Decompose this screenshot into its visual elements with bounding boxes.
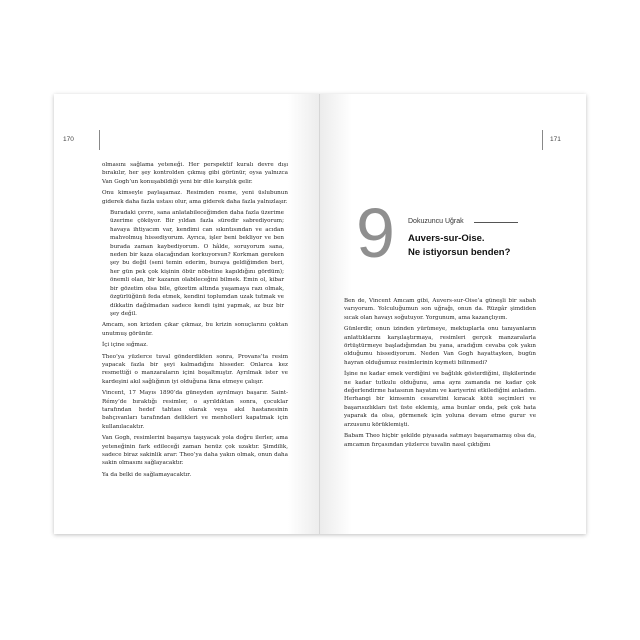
block-quote: Buradaki çevre, sana anlatabileceğimden daha fazla üzerime üzerime çöküyor. Bir yıldan fazla süredir sabrediyorum; havaya ihtiyacım var, kendimi can sıkıntısından ve acıdan mahvolmuş hissediyorum. Ayrıca, işler beni bekliyor ve ben burada zaman kaybediyorum. O hâlde, soruyorum sana, neden bir kaza olacağından korkuyorsun? Korkman gereken şey bu değil (seni temin ederim, buraya geldiğimden beri, her gün pek çok kişinin öbür nöbetine kapıldığını gördüm); önemli olan, bir kazanın olabileceğini bilmek. Emin ol, kibar bir gözetim olsa bile, gözetim altında yaşamaya razı olmak, özgürlüğünü feda etmek, kendini toplumdan uzak tutmak ve dikkatin dağılmadan sadece kendi işini yapmak, az buz bir şey değil. <box>110 210 284 317</box>
paragraph: Babam Theo hiçbir şekilde piyasada satmayı başaramamış olsa da, amcamın fırçasından yüzlerce tuvalin nasıl çıktığını <box>344 433 536 448</box>
chapter-heading <box>356 194 556 276</box>
chapter-title-line: Auvers-sur-Oise. <box>408 233 485 244</box>
page-number-right: 171 <box>550 136 561 143</box>
page-number-left: 170 <box>63 136 74 143</box>
paragraph: olmasını sağlama yeteneği. Her perspektif kuralı devre dışı bırakılır, her şey kontrolden çıkmış gibi görünür, oysa yalnızca Van Gogh’un konuşabildiği yeni bir dile karşılık gelir. <box>102 162 288 185</box>
page-number-rule <box>99 130 100 150</box>
chapter-title <box>408 232 558 260</box>
chapter-title-line: Ne istiyorsun benden? <box>408 247 511 258</box>
left-page <box>54 94 320 534</box>
paragraph: Ben de, Vincent Amcam gibi, Auvers-sur-Oise’a güneşli bir sabah varıyorum. Yolculuğumun son uğrağı, onun da. Rüzgâr şimdiden sıcak olan havayı soğutuyor. Yorgunum, ama kazançlıyım. <box>344 298 536 321</box>
left-page-body <box>102 161 288 482</box>
right-page <box>320 94 586 534</box>
paragraph: İçi içine sığmaz. <box>102 342 148 349</box>
page-number-rule <box>542 130 543 150</box>
paragraph: Ya da belki de sağlamayacaktır. <box>102 471 192 478</box>
chapter-numeral: 9 <box>356 194 395 272</box>
paragraph: İşine ne kadar emek verdiğini ve bağlılık gösterdiğini, ilişkilerinde ne kadar tutkulu olduğunu, ama aynı zamanda ne kadar çok değerlendirme hatasının hayatını ve kariyerini etkilediğini anladım. Herhangi bir kimsenin cesaretini kıracak kötü seçimleri ve başarısızlıkları üst üste eklemiş, ama bunlar onda, pek çok hata yaparak da olsa, görmenek için yoluna devam etme gurur ve arzusunu körüklemişti. <box>344 371 536 428</box>
paragraph: Vincent, 17 Mayıs 1890’da güneyden ayrılmayı başarır. Saint-Rémy’de bıraktığı resimler, o ayrıldıktan sonra, çocuklar tarafından hedef tahtası olarak veya akıl hastanesinin bahçıvanları tarafından delikleri ve menholleri kapatmak için kullanılacaktır. <box>102 390 288 430</box>
paragraph: Van Gogh, resimlerini başarıya taşıyacak yola doğru ilerler, ama yeteneğinin fark edileceği zaman henüz çok uzaktır. Şimdilik, sadece biraz sakinlik arar: Theo’ya daha yakın olmak, onun daha sakin olmasını sağlayacaktır. <box>102 435 288 467</box>
open-book <box>54 94 586 534</box>
paragraph: Günlerdir, onun izinden yürümeye, mektuplarla onu tanıyanların anlattıklarını karşılaştırmaya, resimleri gerçek manzaralarla örtüştürmeye başladığımdan bu yana, aradığım cevaba çok yakın olduğumu hissediyorum. Neden Van Gogh hayattayken, bugün hayran olduğumuz resimlerinin kıymeti bilinmedi? <box>344 326 536 366</box>
chapter-label-rule <box>474 222 518 223</box>
paragraph: Amcam, son krizden çıkar çıkmaz, bu krizin sonuçlarını çoktan unutmuş görünür. <box>102 322 288 337</box>
chapter-label: Dokuzuncu Uğrak <box>408 218 464 225</box>
right-page-body <box>344 297 536 452</box>
paragraph: Onu kimseyle paylaşamaz. Resimden resme, yeni üslubunun giderek daha fazla ustası olur, ama giderek daha fazla yalnızlaşır. <box>102 190 288 205</box>
paragraph: Theo’ya yüzlerce tuval gönderdikten sonra, Provans’ta resim yapacak fazla bir şeyi kalmadığını hisseder. Onlarca kez resmettiği o manzaraların içini boşaltmıştır. Ayrılmak ister ve kardeşini akıl sağlığının iyi olduğuna ikna etmeye çalışır. <box>102 353 288 385</box>
